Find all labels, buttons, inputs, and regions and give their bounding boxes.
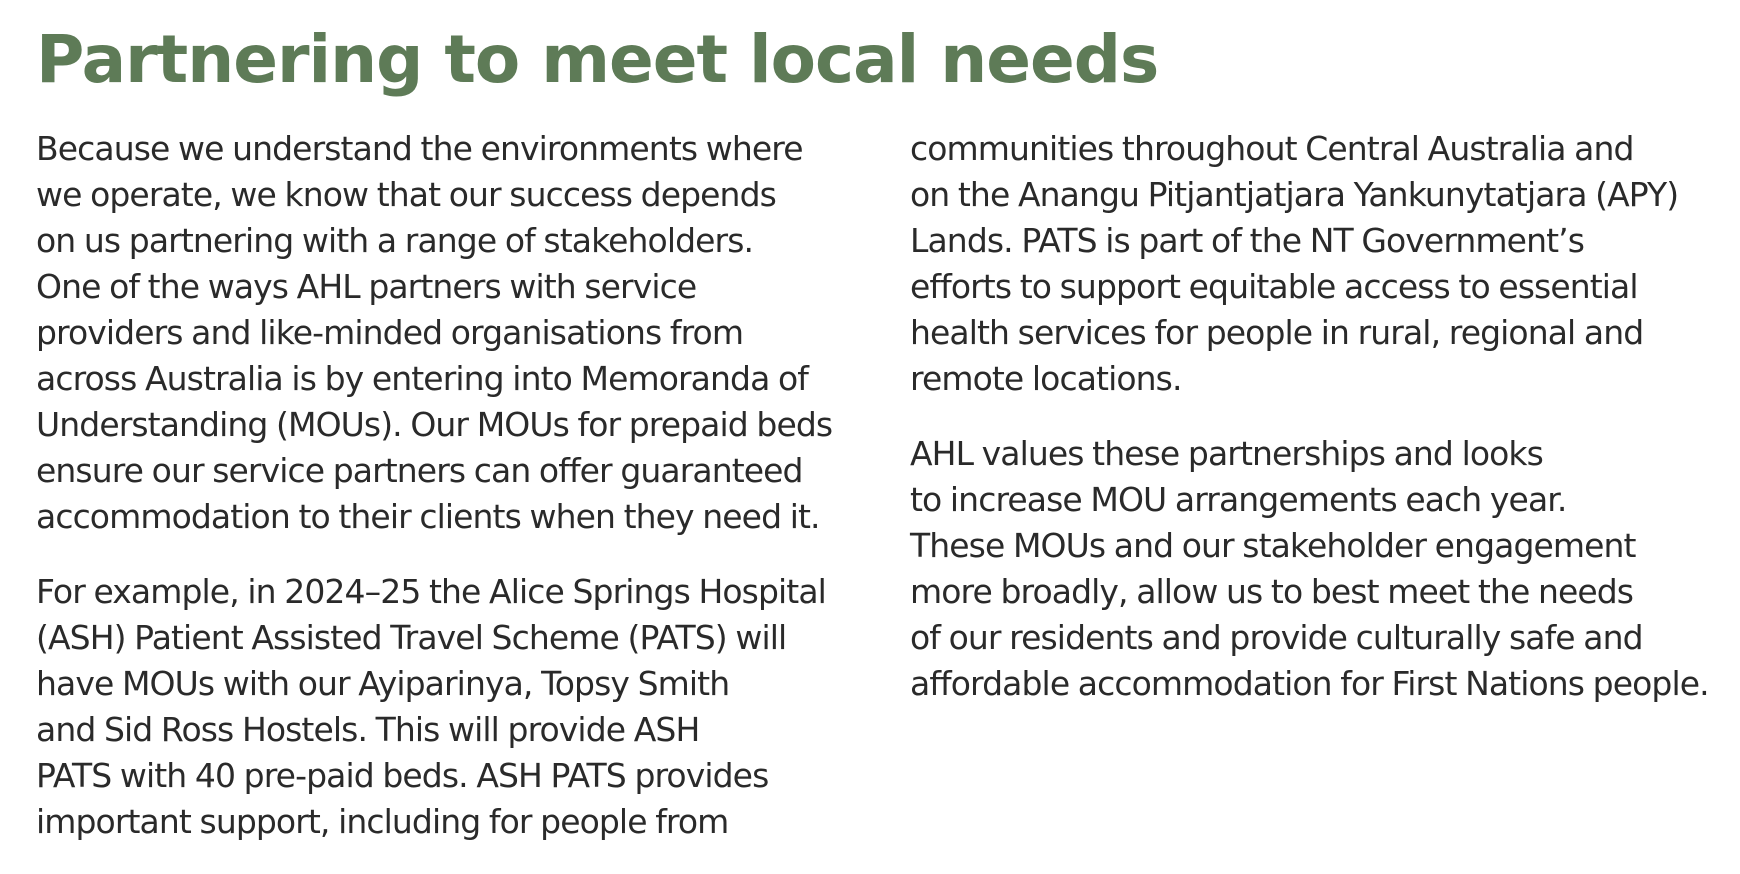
paragraph-mou-overview <box>36 126 896 540</box>
paragraph-pats-example <box>36 569 896 845</box>
text-line: Lands. PATS is part of the NT Government’s <box>910 221 1585 260</box>
text-line: accommodation to their clients when they need it. <box>36 497 820 536</box>
text-line: important support, including for people from <box>36 802 729 841</box>
text-line: Because we understand the environments where <box>36 129 803 168</box>
text-line: more broadly, allow us to best meet the needs <box>910 572 1634 611</box>
text-line: health services for people in rural, regional and <box>910 313 1644 352</box>
text-line: efforts to support equitable access to essential <box>910 267 1638 306</box>
text-line: and Sid Ross Hostels. This will provide ASH <box>36 710 700 749</box>
paragraph-pats-continued <box>910 126 1740 402</box>
text-line: on us partnering with a range of stakeholders. <box>36 221 754 260</box>
text-line: we operate, we know that our success depends <box>36 175 776 214</box>
left-column <box>36 126 896 874</box>
text-line: remote locations. <box>910 359 1182 398</box>
text-line: across Australia is by entering into Memoranda of <box>36 359 808 398</box>
right-column <box>910 126 1740 736</box>
text-line: AHL values these partnerships and looks <box>910 434 1543 473</box>
text-line: have MOUs with our Ayiparinya, Topsy Smith <box>36 664 730 703</box>
text-line: of our residents and provide culturally safe and <box>910 618 1643 657</box>
text-line: to increase MOU arrangements each year. <box>910 480 1567 519</box>
page-title: Partnering to meet local needs <box>36 21 1159 98</box>
text-line: affordable accommodation for First Nations people. <box>910 664 1709 703</box>
text-line: These MOUs and our stakeholder engagement <box>910 526 1636 565</box>
text-line: One of the ways AHL partners with service <box>36 267 697 306</box>
text-line: (ASH) Patient Assisted Travel Scheme (PATS) will <box>36 618 787 657</box>
text-line: providers and like-minded organisations from <box>36 313 744 352</box>
paragraph-partnership-values <box>910 431 1740 707</box>
text-line: on the Anangu Pitjantjatjara Yankunytatjara (APY) <box>910 175 1679 214</box>
text-line: For example, in 2024–25 the Alice Springs Hospital <box>36 572 826 611</box>
text-line: communities throughout Central Australia and <box>910 129 1634 168</box>
text-line: ensure our service partners can offer guaranteed <box>36 451 803 490</box>
text-line: Understanding (MOUs). Our MOUs for prepaid beds <box>36 405 833 444</box>
text-line: PATS with 40 pre-paid beds. ASH PATS provides <box>36 756 769 795</box>
